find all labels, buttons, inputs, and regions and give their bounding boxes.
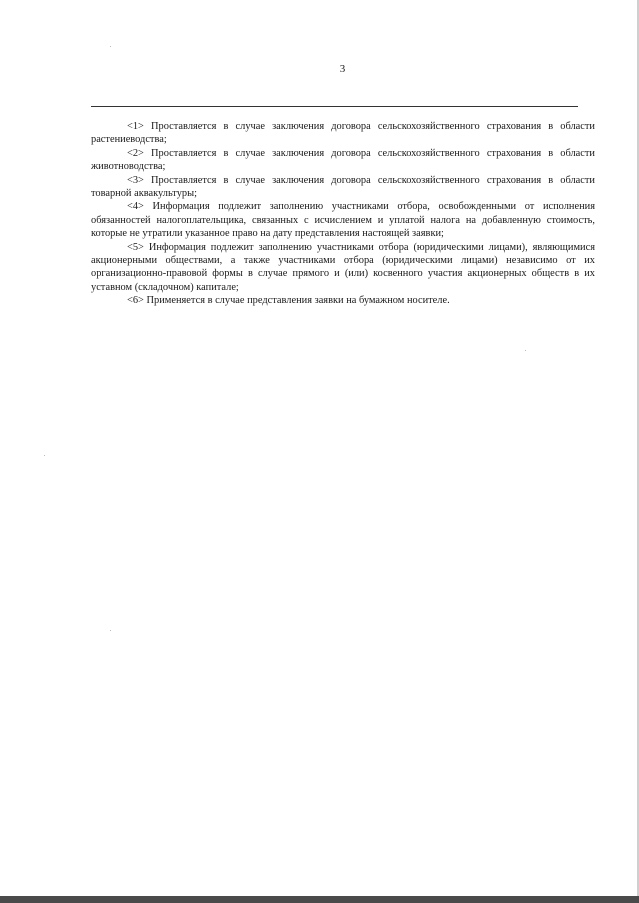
footnote-2: <2> Проставляется в случае заключения договора сельскохозяйственного страхования в области животноводства;	[91, 147, 595, 173]
scan-speck	[44, 455, 45, 456]
footnote-4: <4> Информация подлежит заполнению участниками отбора, освобожденными от исполнения обязанностей налогоплательщика, связанных с исчислением и уплатой налога на добавленную стоимость, которые не утратили указанное право на дату представления настоящей заявки;	[91, 201, 595, 240]
scan-speck	[525, 350, 526, 351]
scan-bottom-edge	[0, 896, 639, 903]
page-number: 3	[339, 63, 346, 75]
scan-speck	[110, 630, 111, 631]
scan-speck	[110, 46, 111, 47]
footnotes-section	[91, 120, 595, 308]
footnote-1: <1> Проставляется в случае заключения договора сельскохозяйственного страхования в области растениеводства;	[91, 121, 595, 146]
footnote-3: <3> Проставляется в случае заключения договора сельскохозяйственного страхования в области товарной аквакультуры;	[91, 174, 595, 200]
footnote-separator	[91, 106, 578, 107]
footnote-6: <6> Применяется в случае представления заявки на бумажном носителе.	[127, 295, 450, 307]
footnote-5: <5> Информация подлежит заполнению участниками отбора (юридическими лицами), являющимися акционерными обществами, а также участниками отбора (юридическими лицами) независимо от их организационно-правовой формы в случае прямого и (или) косвенного участия акционерных обществ в их уставном (складочном) капитале;	[91, 241, 595, 293]
